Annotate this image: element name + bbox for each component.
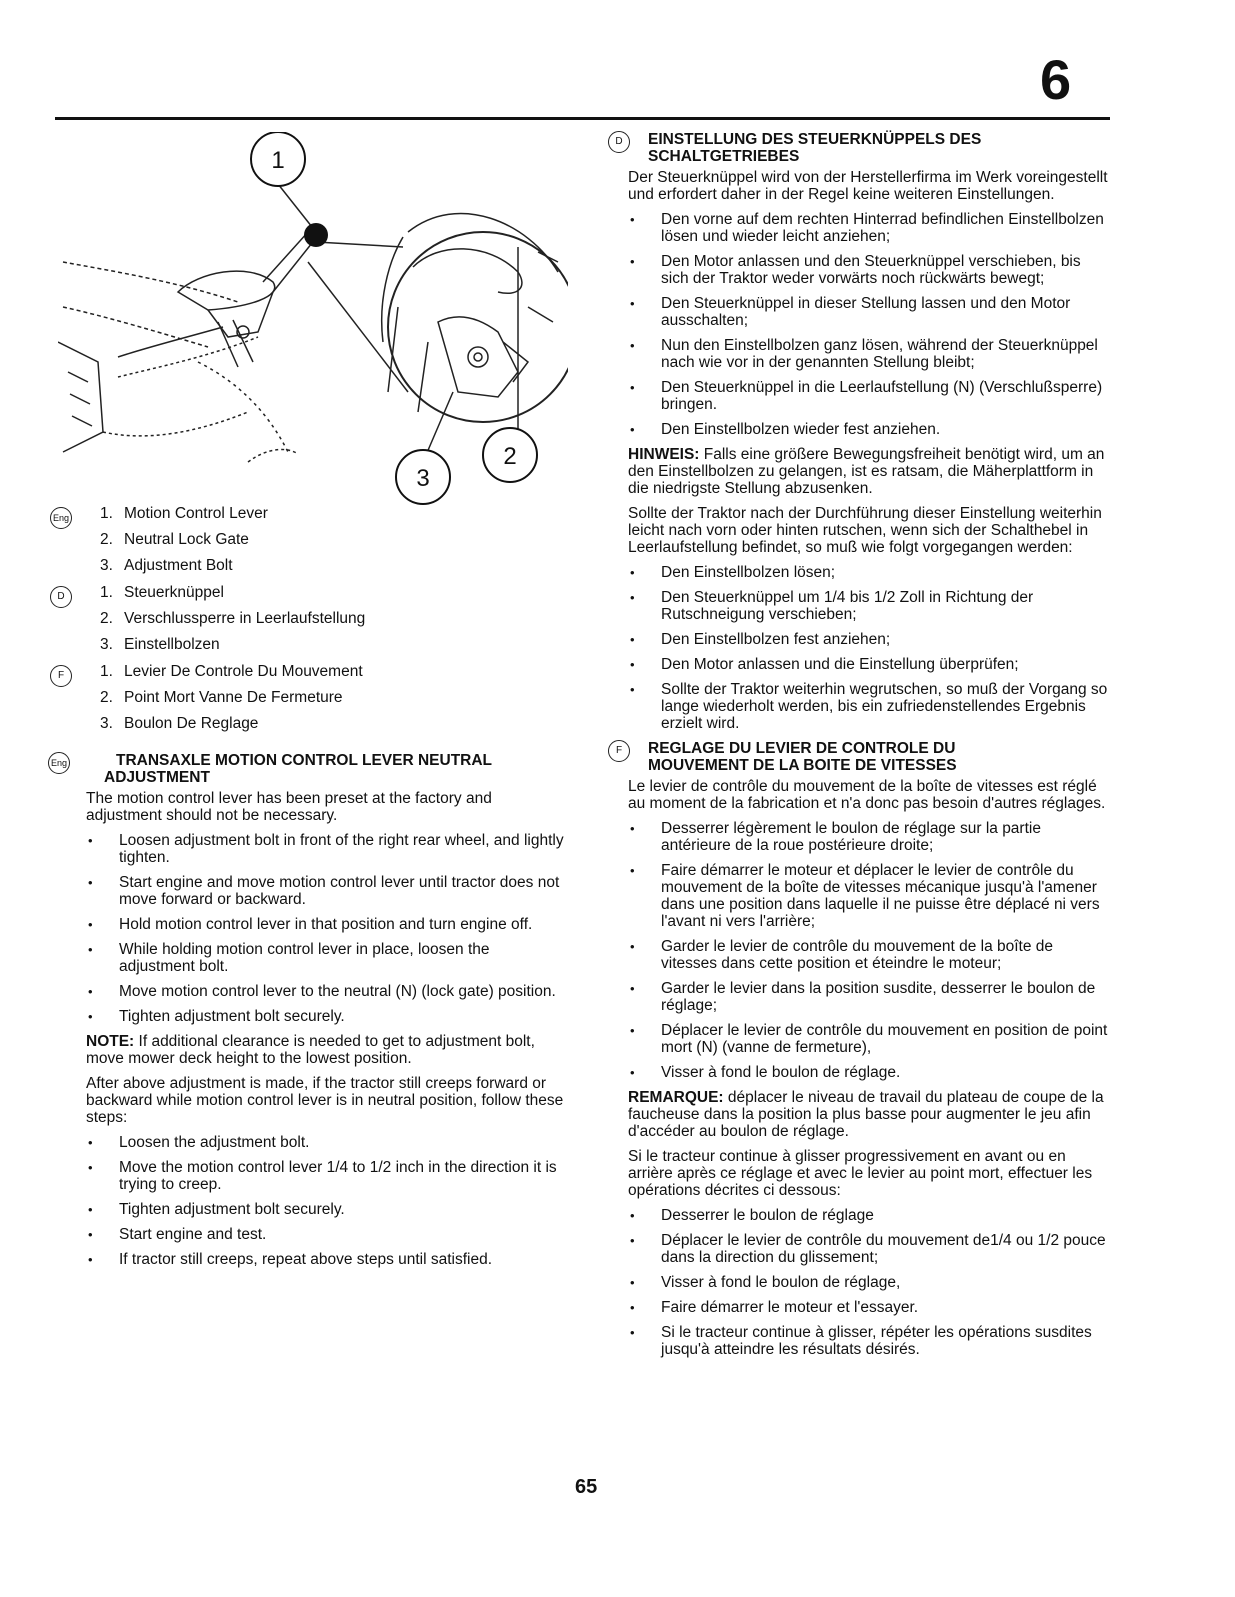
list-item: • While holding motion control lever in place, loosen the adjustment bolt. xyxy=(86,941,566,975)
legend-item: 3. Boulon De Reglage xyxy=(100,715,259,732)
french-steps-2 xyxy=(628,1207,1108,1358)
language-badge-english: Eng xyxy=(50,507,72,529)
list-item: • Desserrer le boulon de réglage xyxy=(628,1207,1108,1224)
legend-item: 1. Levier De Controle Du Mouvement xyxy=(100,663,363,680)
german-section-heading: D EINSTELLUNG DES STEUERKNÜPPELS DES SCHALTGETRIEBES xyxy=(628,131,1108,165)
list-item: • Faire démarrer le moteur et déplacer le levier de contrôle du mouvement de la boîte de vitesses mécanique jusqu'à l'amener dans une position dans laquelle il ne puisse être déplacé ni vers l'avant ni vers l'arrière; xyxy=(628,862,1108,930)
chapter-number: 6 xyxy=(1040,48,1072,111)
list-item: • If tractor still creeps, repeat above steps until satisfied. xyxy=(86,1251,566,1268)
language-badge-english: Eng xyxy=(48,752,70,774)
legend-item: 2. Verschlussperre in Leerlaufstellung xyxy=(100,610,366,627)
english-steps-2 xyxy=(86,1134,566,1268)
list-item: • Hold motion control lever in that position and turn engine off. xyxy=(86,916,566,933)
list-item: • Garder le levier de contrôle du mouvement de la boîte de vitesses dans cette position et éteindre le moteur; xyxy=(628,938,1108,972)
list-item: • Den Steuerknüppel in die Leerlaufstellung (N) (Verschlußsperre) bringen. xyxy=(628,379,1108,413)
right-column xyxy=(615,131,1108,1366)
list-item: • Start engine and test. xyxy=(86,1226,566,1243)
german-note: HINWEIS: Falls eine größere Bewegungsfreiheit benötigt wird, um an den Einstellbolzen zu gelangen, ist es ratsam, die Mäherplattform in die niedrigste Stellung abzusenken. xyxy=(628,446,1105,497)
legend-item: 2. Point Mort Vanne De Fermeture xyxy=(100,689,343,706)
french-steps xyxy=(628,820,1108,1081)
list-item: • Sollte der Traktor weiterhin wegrutschen, so muß der Vorgang so lange wiederholt werden, bis ein zufriedenstellendes Ergebnis erzielt wird. xyxy=(628,681,1108,732)
legend-item: 1. Steuerknüppel xyxy=(100,584,224,601)
list-item: • Move the motion control lever 1/4 to 1/2 inch in the direction it is trying to creep. xyxy=(86,1159,566,1193)
language-badge-french: F xyxy=(50,665,72,687)
list-item: • Déplacer le levier de contrôle du mouvement de1/4 ou 1/2 pouce dans la direction du glissement; xyxy=(628,1232,1108,1266)
left-column xyxy=(50,505,566,1276)
list-item: • Den Motor anlassen und die Einstellung überprüfen; xyxy=(628,656,1108,673)
french-note: REMARQUE: déplacer le niveau de travail du plateau de coupe de la faucheuse dans la position la plus basse pour augmenter le jeu afin d'accéder au boulon de réglage. xyxy=(628,1089,1104,1140)
list-item: • Loosen the adjustment bolt. xyxy=(86,1134,566,1151)
header-rule xyxy=(55,117,1110,120)
german-intro: Der Steuerknüppel wird von der Herstellerfirma im Werk voreingestellt und erfordert daher in der Regel keine weiteren Einstellungen. xyxy=(628,169,1108,203)
list-item: • Den Steuerknüppel in dieser Stellung lassen und den Motor ausschalten; xyxy=(628,295,1108,329)
list-item: • Visser à fond le boulon de réglage. xyxy=(628,1064,1108,1081)
list-item: • Tighten adjustment bolt securely. xyxy=(86,1008,566,1025)
list-item: • Den vorne auf dem rechten Hinterrad befindlichen Einstellbolzen lösen und wieder leicht anziehen; xyxy=(628,211,1108,245)
german-steps xyxy=(628,211,1108,438)
list-item: • Desserrer légèrement le boulon de réglage sur la partie antérieure de la roue postérieure droite; xyxy=(628,820,1108,854)
legend-item: 2. Neutral Lock Gate xyxy=(100,531,249,548)
page-number: 65 xyxy=(575,1476,598,1498)
legend-english xyxy=(52,505,566,574)
language-badge-german: D xyxy=(50,586,72,608)
callout-2: 2 xyxy=(503,443,517,470)
legend-french xyxy=(57,663,566,732)
english-after: After above adjustment is made, if the tractor still creeps forward or backward while motion control lever is in neutral position, follow these steps: xyxy=(86,1075,564,1126)
list-item: • Garder le levier dans la position susdite, desserrer le boulon de réglage; xyxy=(628,980,1108,1014)
french-section-heading: F REGLAGE DU LEVIER DE CONTROLE DU MOUVEMENT DE LA BOITE DE VITESSES xyxy=(628,740,1108,774)
french-after: Si le tracteur continue à glisser progressivement en avant ou en arrière après ce réglage et avec le levier au point mort, effectuer les opérations décrites ci dessous: xyxy=(628,1148,1093,1199)
language-badge-german: D xyxy=(608,131,630,153)
list-item: • Den Einstellbolzen fest anziehen; xyxy=(628,631,1108,648)
list-item: • Nun den Einstellbolzen ganz lösen, während der Steuerknüppel nach wie vor in der genannten Stellung bleibt; xyxy=(628,337,1108,371)
english-section-heading: Eng TRANSAXLE MOTION CONTROL LEVER NEUTRAL ADJUSTMENT xyxy=(84,752,566,786)
legend-item: 3. Adjustment Bolt xyxy=(100,557,233,574)
callout-3: 3 xyxy=(416,465,430,492)
german-steps-2 xyxy=(628,564,1108,732)
list-item: • Visser à fond le boulon de réglage, xyxy=(628,1274,1108,1291)
english-note: NOTE: If additional clearance is needed to get to adjustment bolt, move mower deck height to the lowest position. xyxy=(86,1033,535,1067)
list-item: • Si le tracteur continue à glisser, répéter les opérations susdites jusqu'à atteindre les résultats désirés. xyxy=(628,1324,1108,1358)
list-item: • Den Steuerknüppel um 1/4 bis 1/2 Zoll in Richtung der Rutschneigung verschieben; xyxy=(628,589,1108,623)
list-item: • Loosen adjustment bolt in front of the right rear wheel, and lightly tighten. xyxy=(86,832,566,866)
list-item: • Den Einstellbolzen wieder fest anziehen. xyxy=(628,421,1108,438)
list-item: • Move motion control lever to the neutral (N) (lock gate) position. xyxy=(86,983,566,1000)
legend-german xyxy=(57,584,566,653)
german-after: Sollte der Traktor nach der Durchführung dieser Einstellung weiterhin leicht nach vorn oder hinten rutschen, wenn sich der Schalthebel in Leerlaufstellung befindet, so muß wie folgt vorgegangen werden: xyxy=(628,505,1102,556)
french-intro: Le levier de contrôle du mouvement de la boîte de vitesses est réglé au moment de la fabrication et n'a donc pas besoin d'autres réglages. xyxy=(628,778,1106,812)
callout-1: 1 xyxy=(271,147,285,174)
list-item: • Start engine and move motion control lever until tractor does not move forward or backward. xyxy=(86,874,566,908)
legend-item: 3. Einstellbolzen xyxy=(100,636,220,653)
list-item: • Den Einstellbolzen lösen; xyxy=(628,564,1108,581)
english-intro: The motion control lever has been preset at the factory and adjustment should not be necessary. xyxy=(86,790,492,824)
list-item: • Tighten adjustment bolt securely. xyxy=(86,1201,566,1218)
language-badge-french: F xyxy=(608,740,630,762)
list-item: • Faire démarrer le moteur et l'essayer. xyxy=(628,1299,1108,1316)
legend-item: 1. Motion Control Lever xyxy=(100,505,268,522)
list-item: • Déplacer le levier de contrôle du mouvement en position de point mort (N) (vanne de fermeture), xyxy=(628,1022,1108,1056)
english-steps xyxy=(86,832,566,1025)
motion-control-lever-illustration xyxy=(58,132,568,512)
list-item: • Den Motor anlassen und den Steuerknüppel verschieben, bis sich der Traktor weder vorwärts noch rückwärts bewegt; xyxy=(628,253,1108,287)
